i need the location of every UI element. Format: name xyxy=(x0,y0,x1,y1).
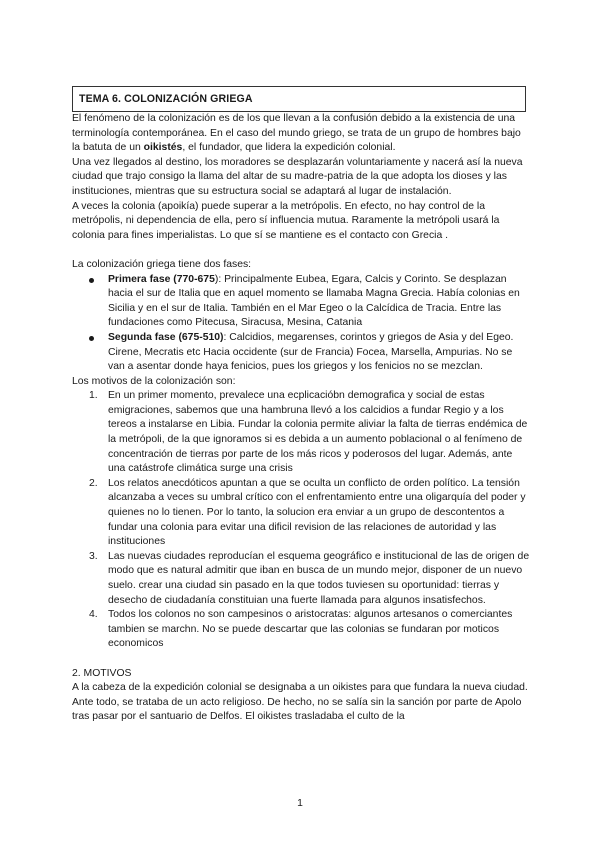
spacer xyxy=(72,652,530,667)
fases-list xyxy=(72,273,530,375)
list-number: 2. xyxy=(89,477,98,489)
spacer xyxy=(72,243,530,258)
list-number: 1. xyxy=(89,390,98,402)
list-item xyxy=(72,550,530,608)
intro-paragraph-3: A veces la colonia (apoikía) puede superar a la metrópolis. En efecto, no hay control de la metrópolis, ni dependencia de ella, pero sí influencia mutua. Raramente la metrópoli usará la colonia para fines imperialistas. Lo que sí se mantiene es el contacto con Grecia . xyxy=(72,200,500,241)
list-item xyxy=(72,608,530,652)
page-number: 1 xyxy=(297,798,303,809)
section-title-box xyxy=(72,86,526,112)
fase-label: Segunda fase (675-510) xyxy=(108,331,224,343)
intro-text: El fenómeno de la colonización es de los que llevan a la confusión debido a la existencia de una terminología contemporánea. En el caso del mundo griego, se trata de un grupo de hombres bajo la batuta de un xyxy=(72,113,521,154)
motivo-text: En un primer momento, prevalece una ecplicacióbn demografica y social de estas emigraciones, sabemos que una hambruna llevó a los calcidios a fundar Regio y a los tereos a instalarse en Libia. Fundar la colonia permite aliviar la falta de tierras endémica de la metrópoli, de la que ignoramos si es debida a un aumento poblacional o al fenímeno de concentración de tierras por parte de los más ricos y poderosos del lugar. Además, ante una catástrofe climática surge una crisis xyxy=(108,390,528,475)
motivo-text: Todos los colonos no son campesinos o aristocratas: algunos artesanos o comerciantes tambien se marchn. No se puede descartar que las colonias se fundaran por moticos economicos xyxy=(108,609,513,650)
intro-bold-term: oikistés xyxy=(143,142,183,154)
fase-text: ): Principalmente Eubea, Egara, Calcis y Corinto. Se desplazan hacia el sur de Italia que en aquel momento se llamaba Magna Grecia. Había colonias en Sicilia y en el sur de Italia. También en el Mar Egeo o la Calcídica de Tracia. Entre las fundaciones como Pitecusa, Siracusa, Mesina, Catania xyxy=(108,273,520,329)
intro-paragraph-1 xyxy=(72,112,530,156)
intro-text-after: , el fundador, que lidera la expedición colonial. xyxy=(182,142,396,154)
bullet-icon xyxy=(89,336,94,341)
page-title: TEMA 6. COLONIZACIÓN GRIEGA xyxy=(79,92,253,105)
fase-label: Primera fase (770-675 xyxy=(108,273,215,285)
document-page xyxy=(72,86,530,725)
list-number: 4. xyxy=(89,609,98,621)
motivo-text: Los relatos anecdóticos apuntan a que se oculta un conflicto de orden político. La tensión alcanzaba a veces su umbral crítico con el enfrentamiento entre una oligarquía del poder y quienes no lo tienen. Por lo tanto, la solucion era enviar a un grupo de descontentos a fundar una colonia para evitar una dificil revision de las relaciones de autoridad y las instituciones xyxy=(108,477,526,548)
bullet-icon xyxy=(89,278,94,283)
fase-text: : Calcidios, megarenses, corintos y griegos de Asia y del Egeo. Cirene, Mecratis etc Hacia occidente (sur de Francia) Focea, Marsella, Ampurias. No se van a asentar donde haya fenicios, pues los griegos y los fenicios no se mezclan. xyxy=(108,331,514,373)
section-2-heading: 2. MOTIVOS xyxy=(72,667,132,679)
list-item xyxy=(72,273,530,331)
list-item xyxy=(72,331,530,375)
list-item xyxy=(72,477,530,550)
motivos-heading: Los motivos de la colonización son: xyxy=(72,375,236,387)
fases-heading: La colonización griega tiene dos fases: xyxy=(72,258,252,270)
motivo-text: Las nuevas ciudades reproducían el esquema geográfico e institucional de las de origen de modo que es natural admitir que iban en busca de un mundo mejor, disponer de un nuevo suelo. crear una ciudad sin pasado en la que todos tuviesen su oportunidad: tierras y desecho de ciudadanía constituian una fuerte llamada para algunos insatisfechos. xyxy=(108,550,530,606)
list-number: 3. xyxy=(89,550,98,562)
motivos-list xyxy=(72,389,530,652)
list-item xyxy=(72,389,530,477)
intro-paragraph-2: Una vez llegados al destino, los moradores se desplazarán voluntariamente y nacerá así la nueva ciudad que trajo consigo la llama del altar de su madre-patria de la que adopta los dioses y las instituciones, mientras que su estructura social se adaptará al lugar de instalación. xyxy=(72,156,523,197)
section-2-paragraph: A la cabeza de la expedición colonial se designaba a un oikistes para que fundara la nueva ciudad. Ante todo, se trataba de un acto religioso. De hecho, no se salía sin la sanción por parte de Apolo tras pasar por el santuario de Delfos. El oikistes trasladaba el culto de la xyxy=(72,682,528,723)
